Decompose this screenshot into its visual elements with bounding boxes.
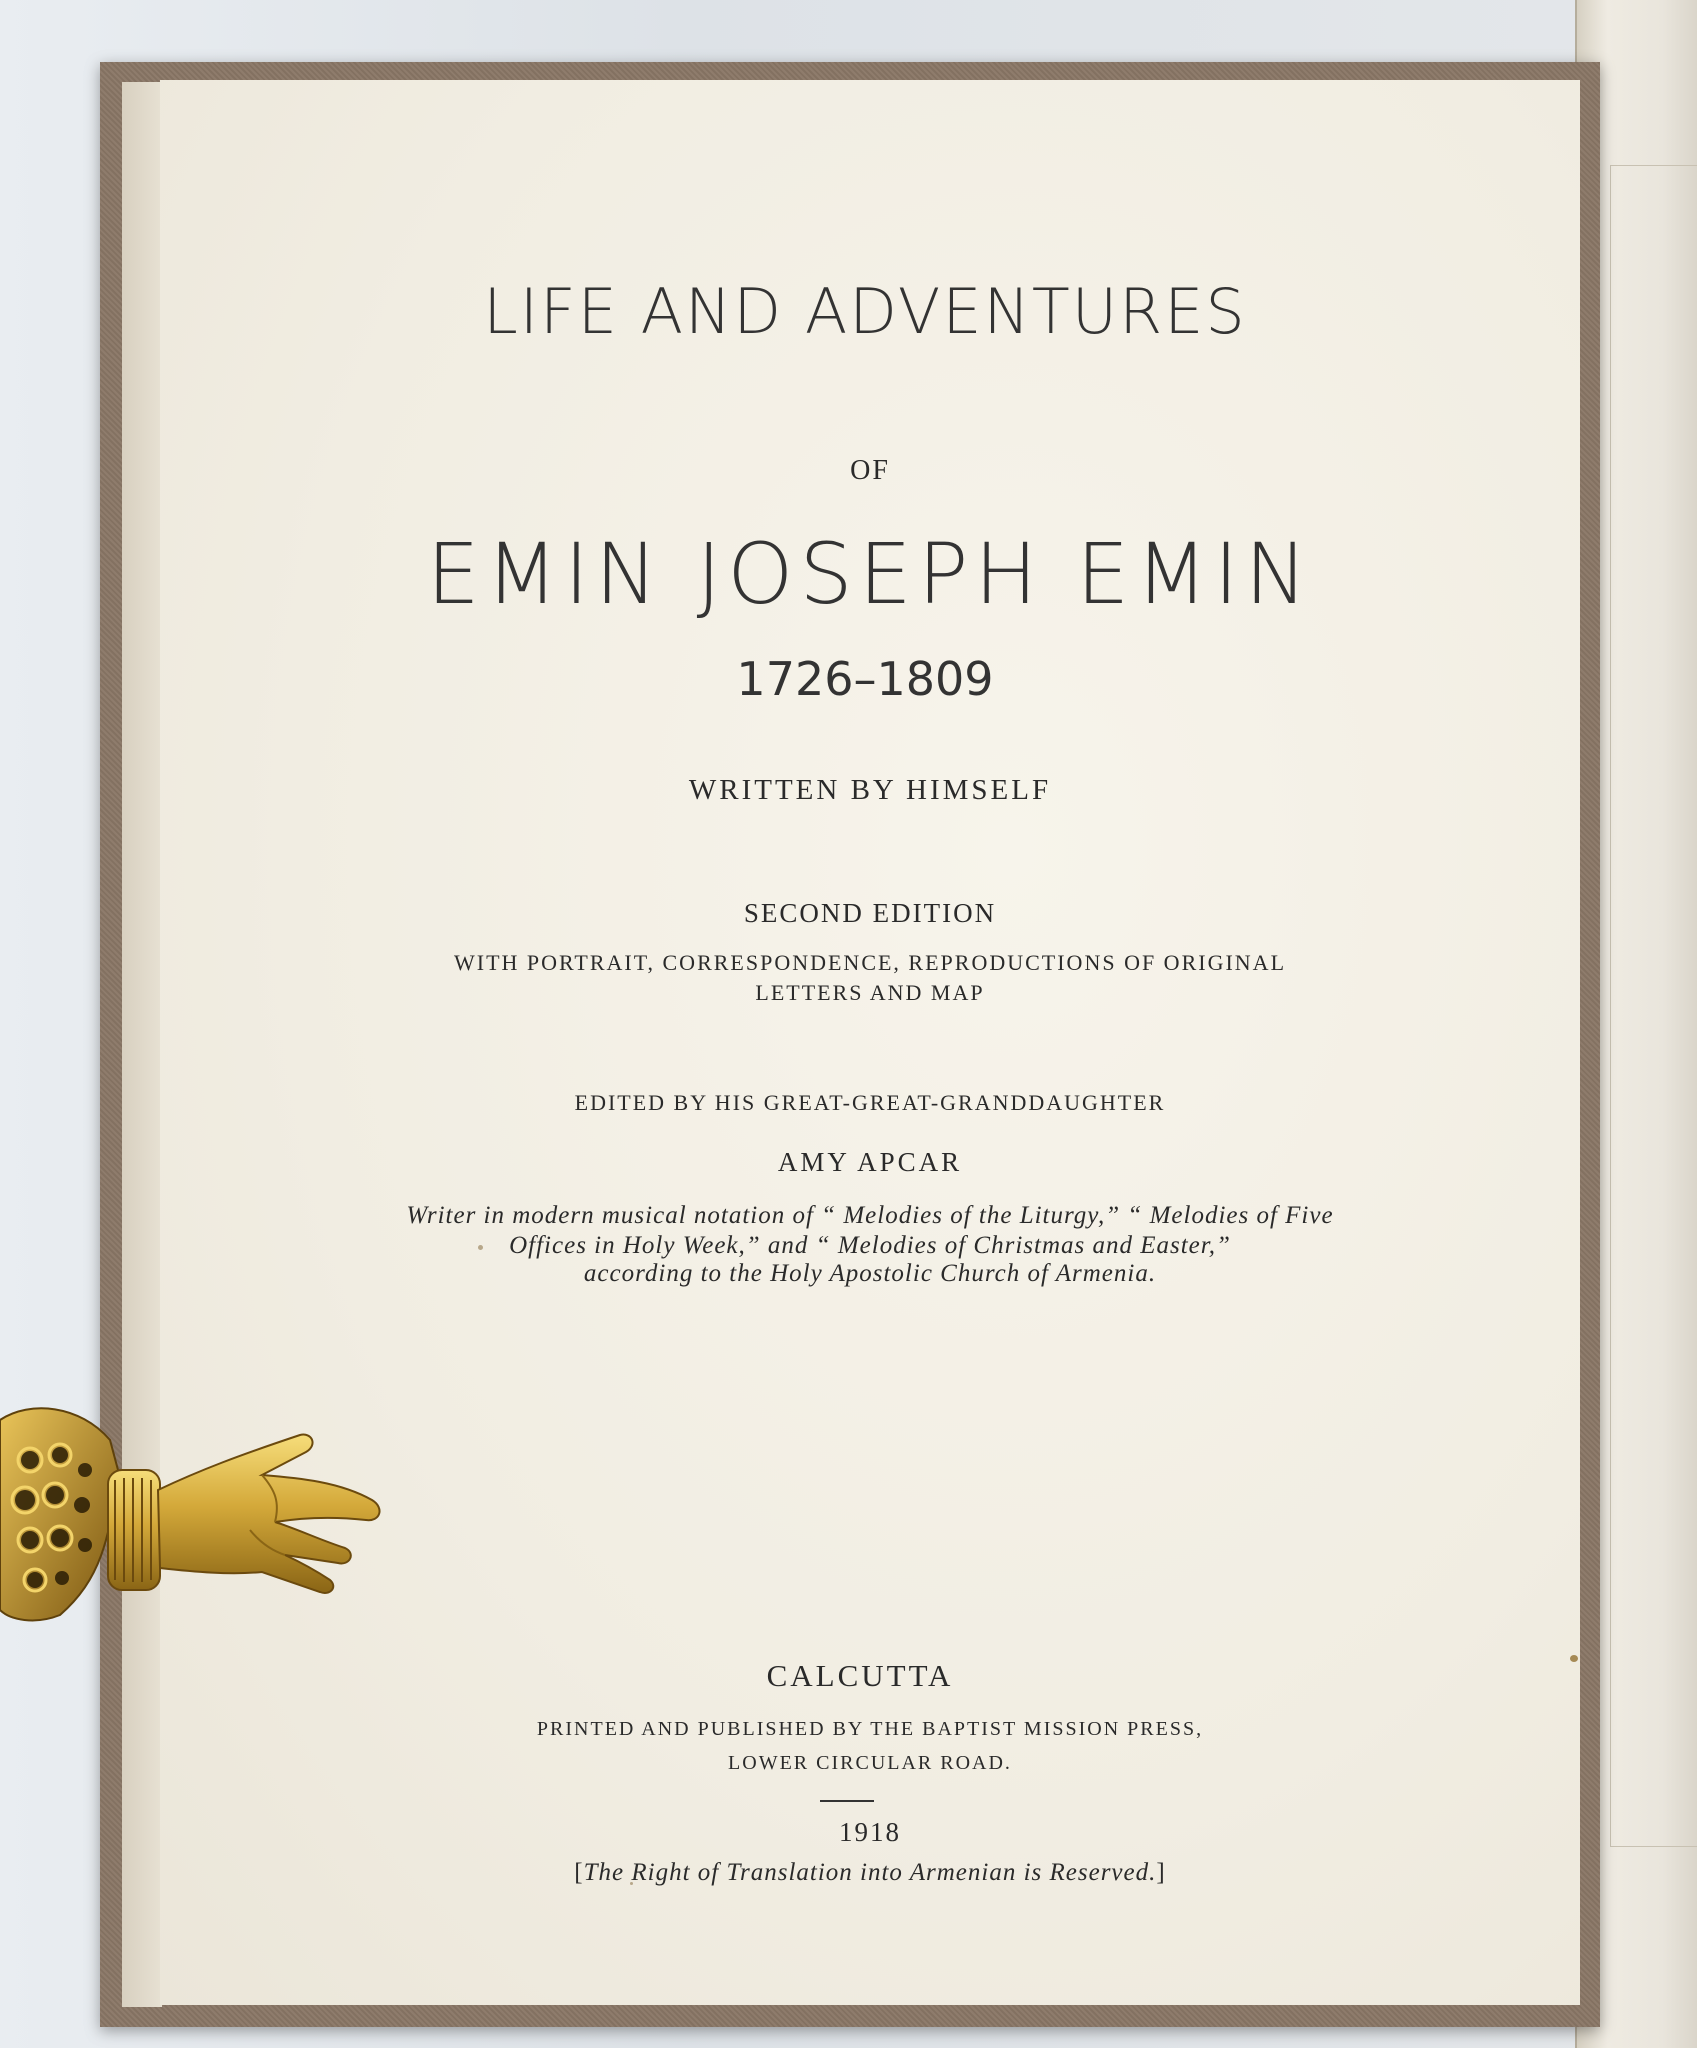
gutter-strip [122,82,162,2007]
editor-name: AMY APCAR [777,1147,963,1177]
short-rule [820,1800,874,1802]
publication-city: CALCUTTA [766,1658,954,1693]
brass-hand-clip-icon [0,1390,390,1630]
title-of: OF [850,455,890,486]
written-by-line: WRITTEN BY HIMSELF [688,774,1052,806]
author-name: EMIN JOSEPH EMIN [426,525,1314,623]
right-page-edge [1610,165,1697,1847]
editor-description-1: Writer in modern musical notation of “ Melodies of the Liturgy,” “ Melodies of Five [406,1202,1334,1229]
editor-description-2: Offices in Holy Week,” and “ Melodies of Christmas and Easter,” [509,1232,1231,1259]
printer-line-1: PRINTED AND PUBLISHED BY THE BAPTIST MISSION PRESS, [536,1718,1204,1740]
editor-description-3: according to the Holy Apostolic Church of Armenia. [583,1260,1157,1287]
rights-bracket-close: ] [1156,1859,1166,1886]
rights-text: The Right of Translation into Armenian is Reserved. [583,1859,1157,1886]
rights-bracket-open: [ [574,1859,584,1886]
publication-year: 1918 [839,1817,901,1847]
book-title: LIFE AND ADVENTURES [483,275,1247,348]
rights-notice [160,1859,1580,1887]
printer-line-2: LOWER CIRCULAR ROAD. [728,1752,1012,1774]
edition-line: SECOND EDITION [743,898,997,928]
edited-by-line: EDITED BY HIS GREAT-GREAT-GRANDDAUGHTER [574,1090,1166,1115]
edition-detail-2: LETTERS AND MAP [755,980,985,1005]
title-page-text [160,80,1580,2005]
edition-detail-1: WITH PORTRAIT, CORRESPONDENCE, REPRODUCTIONS OF ORIGINAL [453,950,1287,975]
title-page [160,80,1580,2005]
author-years: 1726–1809 [736,652,994,706]
